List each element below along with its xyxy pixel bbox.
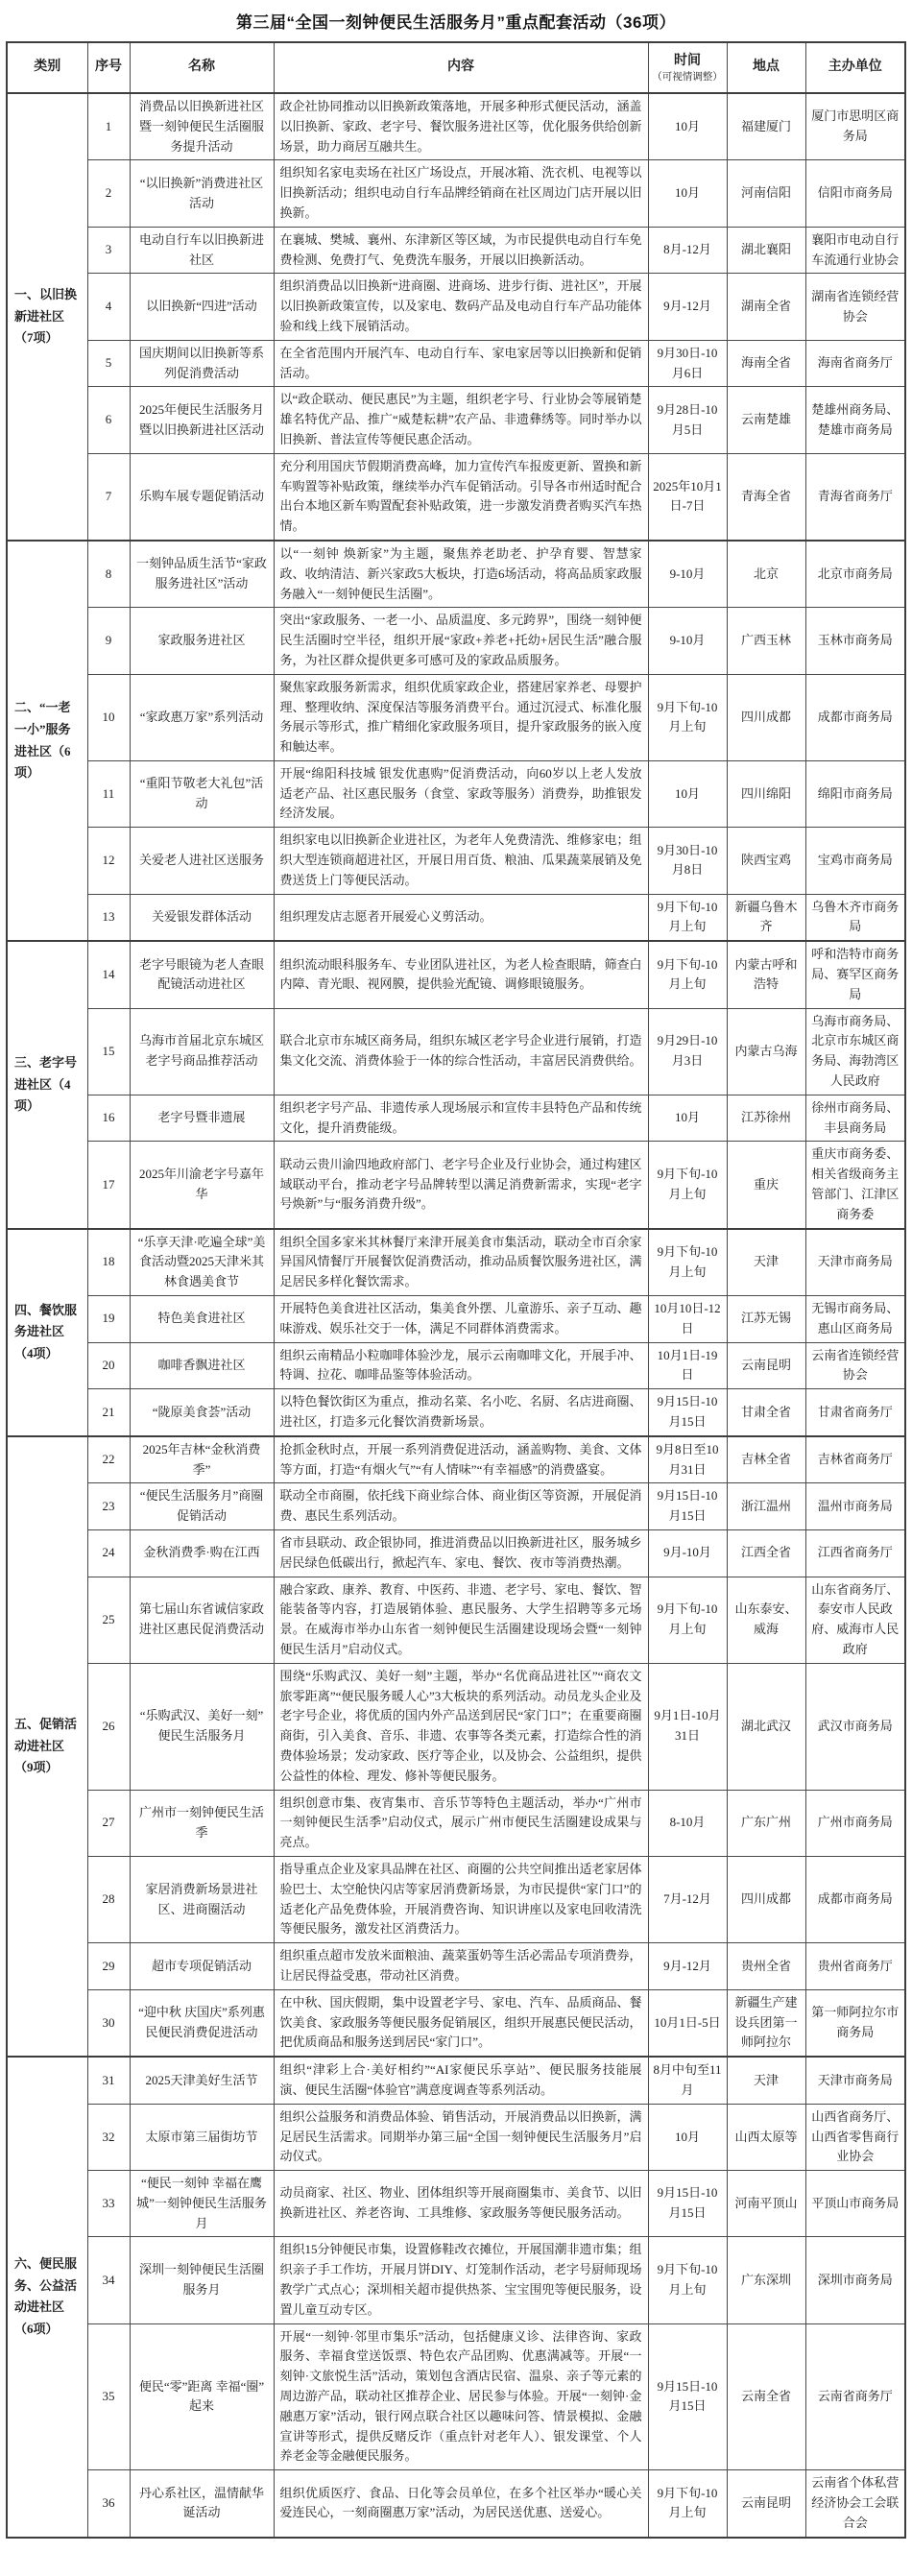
table-row [7, 1483, 905, 1530]
content-cell: 开展“一刻钟·邻里市集乐”活动，包括健康义诊、法律咨询、家政服务、幸福食堂送饭票、特色农产品团购、优惠满减等。开展“一刻钟·文旅悦生活”活动，策划包含酒店民宿、温泉、亲子等元素的周边游产品，联动社区推荐企业、居民参与体验。开展“一刻钟·金融惠万家”活动，银行网点联合社区以趣味问答、情景模拟、金融宣讲等形式，提供反赌反诈（重点针对老年人）、银发课堂、个人养老金等金融便民服务。 [274, 2323, 648, 2470]
organizer-cell: 贵州省商务厅 [805, 1943, 905, 1990]
row-number-cell: 18 [87, 1229, 130, 1296]
time-cell: 8月中旬至11月 [648, 2057, 727, 2104]
name-cell: 2025年川渝老字号嘉年华 [130, 1142, 274, 1229]
table-row [7, 274, 905, 340]
time-cell: 8月-12月 [648, 227, 727, 274]
organizer-cell: 温州市商务局 [805, 1483, 905, 1530]
content-cell: 联动全市商圈，依托线下商业综合体、商业街区等资源，开展促消费、惠民生系列活动。 [274, 1483, 648, 1530]
name-cell: 老字号暨非遗展 [130, 1095, 274, 1142]
table-row [7, 1529, 905, 1577]
organizer-cell: 信阳市商务局 [805, 160, 905, 227]
category-cell: 四、餐饮服务进社区（4项） [7, 1229, 87, 1436]
place-cell: 内蒙古呼和浩特 [727, 941, 805, 1008]
name-cell: 2025年便民生活服务月暨以旧换新进社区活动 [130, 387, 274, 453]
place-cell: 福建厦门 [727, 93, 805, 160]
time-cell: 9月下旬-10月上旬 [648, 1229, 727, 1296]
organizer-cell: 云南省连锁经营协会 [805, 1342, 905, 1389]
place-cell: 北京 [727, 541, 805, 608]
organizer-cell: 云南省商务厅 [805, 2323, 905, 2470]
header-no: 序号 [87, 42, 130, 93]
place-cell: 江苏无锡 [727, 1296, 805, 1343]
name-cell: 2025天津美好生活节 [130, 2057, 274, 2104]
organizer-cell: 襄阳市电动自行车流通行业协会 [805, 227, 905, 274]
place-cell: 山西太原等 [727, 2104, 805, 2170]
name-cell: 家居消费新场景进社区、进商圈活动 [130, 1856, 274, 1942]
time-cell: 10月 [648, 1095, 727, 1142]
table-row [7, 1989, 905, 2057]
table-row [7, 608, 905, 674]
time-cell: 9月下旬-10月上旬 [648, 1142, 727, 1229]
name-cell: 乌海市首届北京东城区老字号商品推荐活动 [130, 1008, 274, 1095]
row-number-cell: 13 [87, 894, 130, 941]
place-cell: 广东深圳 [727, 2237, 805, 2323]
content-cell: 融合家政、康养、教育、中医药、非遗、老字号、家电、餐饮、智能装备等内容，打造展销体验、惠民服务、大学生招聘等多元场景。在威海市举办山东省一刻钟便民生活圈建设现场会暨“一刻钟便民生活月”启动仪式。 [274, 1577, 648, 1663]
row-number-cell: 10 [87, 674, 130, 760]
name-cell: “家政惠万家”系列活动 [130, 674, 274, 760]
organizer-cell: 成都市商务局 [805, 674, 905, 760]
table-row [7, 2171, 905, 2237]
table-row [7, 1296, 905, 1343]
content-cell: 在全省范围内开展汽车、电动自行车、家电家居等以旧换新和促销活动。 [274, 340, 648, 387]
place-cell: 陕西宝鸡 [727, 828, 805, 894]
name-cell: “乐购武汉、美好一刻”便民生活服务月 [130, 1663, 274, 1790]
table-row [7, 1436, 905, 1483]
row-number-cell: 31 [87, 2057, 130, 2104]
name-cell: 便民“零”距离 幸福“圈”起来 [130, 2323, 274, 2470]
organizer-cell: 山东省商务厅、泰安市人民政府、威海市人民政府 [805, 1577, 905, 1663]
page-title: 第三届“全国一刻钟便民生活服务月”重点配套活动（36项） [236, 13, 676, 32]
organizer-cell: 广州市商务局 [805, 1790, 905, 1856]
content-cell: 联动云贵川渝四地政府部门、老字号企业及行业协会，通过构建区域联动平台，推动老字号品牌转型以满足消费新需求，实现“老字号焕新”与“服务消费升级”。 [274, 1142, 648, 1229]
time-cell: 9月-10月 [648, 1529, 727, 1577]
table-row [7, 453, 905, 541]
organizer-cell: 武汉市商务局 [805, 1663, 905, 1790]
row-number-cell: 30 [87, 1989, 130, 2057]
content-cell: 组织重点超市发放米面粮油、蔬菜蛋奶等生活必需品专项消费券，让居民得益受惠，带动社区消费。 [274, 1943, 648, 1990]
table-row [7, 1943, 905, 1990]
content-cell: 组织老字号产品、非遗传承人现场展示和宣传丰县特色产品和传统文化，提升消费能级。 [274, 1095, 648, 1142]
content-cell: 组织“津彩上合·美好相约”“AI家便民乐享站”、便民服务技能展演、便民生活圈“体验官”满意度调查等系列活动。 [274, 2057, 648, 2104]
name-cell: 消费品以旧换新进社区暨一刻钟便民生活圈服务提升活动 [130, 93, 274, 160]
row-number-cell: 36 [87, 2470, 130, 2538]
row-number-cell: 19 [87, 1296, 130, 1343]
name-cell: 老字号眼镜为老人查眼配镜活动进社区 [130, 941, 274, 1008]
table-row [7, 387, 905, 453]
place-cell: 贵州全省 [727, 1943, 805, 1990]
place-cell: 湖南全省 [727, 274, 805, 340]
place-cell: 海南全省 [727, 340, 805, 387]
place-cell: 浙江温州 [727, 1483, 805, 1530]
place-cell: 吉林全省 [727, 1436, 805, 1483]
place-cell: 湖北襄阳 [727, 227, 805, 274]
organizer-cell: 北京市商务局 [805, 541, 905, 608]
time-cell: 10月 [648, 160, 727, 227]
place-cell: 江苏徐州 [727, 1095, 805, 1142]
organizer-cell: 湖南省连锁经营协会 [805, 274, 905, 340]
time-cell: 9月15日-10月15日 [648, 2171, 727, 2237]
name-cell: 金秋消费季·购在江西 [130, 1529, 274, 1577]
place-cell: 天津 [727, 2057, 805, 2104]
category-cell: 三、老字号进社区（4项） [7, 941, 87, 1228]
row-number-cell: 16 [87, 1095, 130, 1142]
time-cell: 9月下旬-10月上旬 [648, 894, 727, 941]
table-row [7, 1577, 905, 1663]
time-cell: 9月下旬-10月上旬 [648, 941, 727, 1008]
place-cell: 重庆 [727, 1142, 805, 1229]
organizer-cell: 甘肃省商务厅 [805, 1389, 905, 1436]
row-number-cell: 7 [87, 453, 130, 541]
place-cell: 广东广州 [727, 1790, 805, 1856]
table-body [7, 93, 905, 2538]
row-number-cell: 15 [87, 1008, 130, 1095]
content-cell: 聚焦家政服务新需求，组织优质家政企业，搭建居家养老、母婴护理、整理收纳、深度保洁等服务消费平台。通过沉浸式、标准化服务展示等形式，推广精细化家政服务项目，提升家政服务的嵌入度和触达率。 [274, 674, 648, 760]
organizer-cell: 深圳市商务局 [805, 2237, 905, 2323]
content-cell: 充分利用国庆节假期消费高峰，加力宣传汽车报废更新、置换和新车购置等补贴政策，继续举办汽车促销活动。引导各市州适时配合出台本地区新车购置配套补贴政策，进一步激发消费者购买汽车热情。 [274, 453, 648, 541]
place-cell: 山东泰安、威海 [727, 1577, 805, 1663]
place-cell: 天津 [727, 1229, 805, 1296]
time-cell: 10月10日-12日 [648, 1296, 727, 1343]
place-cell: 新疆生产建设兵团第一师阿拉尔 [727, 1989, 805, 2057]
header-time [648, 42, 727, 93]
time-cell: 10月 [648, 2104, 727, 2170]
row-number-cell: 24 [87, 1529, 130, 1577]
content-cell: 在中秋、国庆假期，集中设置老字号、家电、汽车、品质商品、餐饮美食、家政服务等便民服务促销展区，组织开展惠民便民活动，把优质商品和服务送到居民“家门口”。 [274, 1989, 648, 2057]
header-place: 地点 [727, 42, 805, 93]
place-cell: 河南信阳 [727, 160, 805, 227]
table-row [7, 93, 905, 160]
organizer-cell: 青海省商务厅 [805, 453, 905, 541]
organizer-cell: 玉林市商务局 [805, 608, 905, 674]
content-cell: 以特色餐饮街区为重点，推动名菜、名小吃、名厨、名店进商圈、进社区，打造多元化餐饮消费新场景。 [274, 1389, 648, 1436]
name-cell: 电动自行车以旧换新进社区 [130, 227, 274, 274]
time-cell: 9月1日-10月31日 [648, 1663, 727, 1790]
organizer-cell: 徐州市商务局、丰县商务局 [805, 1095, 905, 1142]
table-row [7, 2237, 905, 2323]
name-cell: 咖啡香飘进社区 [130, 1342, 274, 1389]
time-cell: 9月15日-10月15日 [648, 1483, 727, 1530]
place-cell: 河南平顶山 [727, 2171, 805, 2237]
place-cell: 四川成都 [727, 1856, 805, 1942]
table-row [7, 674, 905, 760]
time-cell: 7月-12月 [648, 1856, 727, 1942]
time-cell: 8-10月 [648, 1790, 727, 1856]
place-cell: 内蒙古乌海 [727, 1008, 805, 1095]
row-number-cell: 33 [87, 2171, 130, 2237]
row-number-cell: 21 [87, 1389, 130, 1436]
table-row [7, 1095, 905, 1142]
header-time-note: （可视情调整） [652, 72, 723, 84]
name-cell: 超市专项促销活动 [130, 1943, 274, 1990]
table-row [7, 2104, 905, 2170]
time-cell: 9-10月 [648, 541, 727, 608]
organizer-cell: 无锡市商务局、惠山区商务局 [805, 1296, 905, 1343]
organizer-cell: 天津市商务局 [805, 1229, 905, 1296]
time-cell: 9月15日-10月15日 [648, 2323, 727, 2470]
activities-table [6, 41, 906, 2539]
header-organizer: 主办单位 [805, 42, 905, 93]
table-row [7, 1663, 905, 1790]
row-number-cell: 6 [87, 387, 130, 453]
organizer-cell: 江西省商务厅 [805, 1529, 905, 1577]
table-row [7, 541, 905, 608]
content-cell: 抢抓金秋时点，开展一系列消费促进活动，涵盖购物、美食、文体等方面，打造“有烟火气”“有人情味”“有幸福感”的消费盛宴。 [274, 1436, 648, 1483]
organizer-cell: 厦门市思明区商务局 [805, 93, 905, 160]
row-number-cell: 23 [87, 1483, 130, 1530]
content-cell: 联合北京市东城区商务局，组织东城区老字号企业进行展销，打造集文化交流、消费体验于一体的综合性活动，丰富居民消费供给。 [274, 1008, 648, 1095]
category-cell: 六、便民服务、公益活动进社区（6项） [7, 2057, 87, 2538]
row-number-cell: 22 [87, 1436, 130, 1483]
content-cell: 组织全国多家米其林餐厅来津开展美食市集活动，联动全市百余家异国风情餐厅开展餐饮促消费活动，推动品质餐饮服务进社区，满足居民多样化餐饮需求。 [274, 1229, 648, 1296]
row-number-cell: 12 [87, 828, 130, 894]
content-cell: 组织流动眼科服务车、专业团队进社区，为老人检查眼睛，筛查白内障、青光眼、视网膜，提供验光配镜、调修眼镜服务。 [274, 941, 648, 1008]
name-cell: 深圳一刻钟便民生活圈服务月 [130, 2237, 274, 2323]
row-number-cell: 20 [87, 1342, 130, 1389]
place-cell: 湖北武汉 [727, 1663, 805, 1790]
name-cell: 太原市第三届街坊节 [130, 2104, 274, 2170]
row-number-cell: 29 [87, 1943, 130, 1990]
header-name: 名称 [130, 42, 274, 93]
time-cell: 10月 [648, 760, 727, 827]
table-row [7, 760, 905, 827]
content-cell: 组织知名家电卖场在社区广场设点，开展冰箱、洗衣机、电视等以旧换新活动；组织电动自行车品牌经销商在社区周边门店开展以旧换新。 [274, 160, 648, 227]
row-number-cell: 26 [87, 1663, 130, 1790]
place-cell: 云南全省 [727, 2323, 805, 2470]
content-cell: 动员商家、社区、物业、团体组织等开展商圈集市、美食节、以旧换新进社区、养老咨询、工具维修、家政服务等便民服务活动。 [274, 2171, 648, 2237]
content-cell: 组织云南精品小粒咖啡体验沙龙，展示云南咖啡文化，开展手冲、特调、拉花、咖啡品鉴等体验活动。 [274, 1342, 648, 1389]
row-number-cell: 17 [87, 1142, 130, 1229]
row-number-cell: 32 [87, 2104, 130, 2170]
content-cell: 以“政企联动、便民惠民”为主题，组织老字号、行业协会等展销楚雄名特优产品、推广“威楚耘耕”农产品、非遗彝绣等。同时举办以旧换新、普法宣传等便民惠企活动。 [274, 387, 648, 453]
category-cell: 一、以旧换新进社区（7项） [7, 93, 87, 541]
header-time-label: 时间 [674, 54, 701, 68]
time-cell: 9月8日至10月31日 [648, 1436, 727, 1483]
content-cell: 组织15分钟便民市集，设置修鞋改衣摊位，开展国潮非遗市集；组织亲子手工作坊，开展月饼DIY、灯笼制作活动，老字号厨师现场教学广式点心；深圳相关超市提供热茶、宝宝围兜等便民服务，设置儿童互动专区。 [274, 2237, 648, 2323]
time-cell: 9月29日-10月3日 [648, 1008, 727, 1095]
row-number-cell: 9 [87, 608, 130, 674]
table-row [7, 1389, 905, 1436]
organizer-cell: 第一师阿拉尔市商务局 [805, 1989, 905, 2057]
name-cell: 乐购车展专题促销活动 [130, 453, 274, 541]
organizer-cell: 成都市商务局 [805, 1856, 905, 1942]
content-cell: 组织家电以旧换新企业进社区，为老年人免费清洗、维修家电；组织大型连锁商超进社区，开展日用百货、粮油、瓜果蔬菜展销及免费送货上门等便民活动。 [274, 828, 648, 894]
organizer-cell: 云南省个体私营经济协会工会联合会 [805, 2470, 905, 2538]
name-cell: “便民生活服务月”商圈促销活动 [130, 1483, 274, 1530]
name-cell: “乐享天津·吃遍全球”美食活动暨2025天津米其林食遇美食节 [130, 1229, 274, 1296]
table-row [7, 828, 905, 894]
name-cell: 2025年吉林“金秋消费季” [130, 1436, 274, 1483]
name-cell: 广州市一刻钟便民生活季 [130, 1790, 274, 1856]
time-cell: 10月1日-5日 [648, 1989, 727, 2057]
content-cell: 突出“家政服务、一老一小、品质温度、多元跨界”，围绕一刻钟便民生活圈时空半径，组织开展“家政+养老+托幼+居民生活”融合服务，为社区群众提供更多可感可及的家政品质服务。 [274, 608, 648, 674]
time-cell: 9月下旬-10月上旬 [648, 674, 727, 760]
row-number-cell: 8 [87, 541, 130, 608]
name-cell: 家政服务进社区 [130, 608, 274, 674]
row-number-cell: 2 [87, 160, 130, 227]
organizer-cell: 山西省商务厅、山西省零售商行业协会 [805, 2104, 905, 2170]
place-cell: 江西全省 [727, 1529, 805, 1577]
content-cell: 指导重点企业及家具品牌在社区、商圈的公共空间推出适老家居体验巴士、太空舱快闪店等家居消费新场景，为市民提供“家门口”的适老化产品免费体验，开展消费咨询、知识讲座以及家电回收清洗等便民服务，激发社区消费活力。 [274, 1856, 648, 1942]
organizer-cell: 绵阳市商务局 [805, 760, 905, 827]
content-cell: 省市县联动、政企银协同，推进消费品以旧换新进社区，服务城乡居民绿色低碳出行，掀起汽车、家电、餐饮、夜市等消费热潮。 [274, 1529, 648, 1577]
time-cell: 9月30日-10月8日 [648, 828, 727, 894]
content-cell: 组织公益服务和消费品体验、销售活动，开展消费品以旧换新，满足居民生活需求。同期举办第三届“全国一刻钟便民生活服务月”启动仪式。 [274, 2104, 648, 2170]
organizer-cell: 楚雄州商务局、楚雄市商务局 [805, 387, 905, 453]
time-cell: 2025年10月1日-7日 [648, 453, 727, 541]
content-cell: 开展“绵阳科技城 银发优惠购”促消费活动，向60岁以上老人发放适老产品、社区惠民服务（食堂、家政等服务）消费券，助推银发经济发展。 [274, 760, 648, 827]
name-cell: 以旧换新“四进”活动 [130, 274, 274, 340]
name-cell: 关爱银发群体活动 [130, 894, 274, 941]
organizer-cell: 乌鲁木齐市商务局 [805, 894, 905, 941]
name-cell: 关爱老人进社区送服务 [130, 828, 274, 894]
time-cell: 9月30日-10月6日 [648, 340, 727, 387]
category-cell: 五、促销活动进社区（9项） [7, 1436, 87, 2057]
table-row [7, 2057, 905, 2104]
name-cell: “陇原美食荟”活动 [130, 1389, 274, 1436]
table-row [7, 1229, 905, 1296]
content-cell: 以“一刻钟 焕新家”为主题，聚焦养老助老、护孕育婴、智慧家政、收纳清洁、新兴家政5大板块，打造6场活动，将高品质家政服务融入“一刻钟便民生活圈”。 [274, 541, 648, 608]
name-cell: 国庆期间以旧换新等系列促消费活动 [130, 340, 274, 387]
content-cell: 政企社协同推动以旧换新政策落地，开展多种形式便民活动，涵盖以旧换新、家政、老字号、餐饮服务进社区等，优化服务供给创新场景，助力商居互融共生。 [274, 93, 648, 160]
table-header-row [7, 42, 905, 93]
time-cell: 10月 [648, 93, 727, 160]
header-category: 类别 [7, 42, 87, 93]
content-cell: 在襄城、樊城、襄州、东津新区等区域，为市民提供电动自行车免费检测、免费打气、免费洗车服务，开展以旧换新活动。 [274, 227, 648, 274]
table-row [7, 1790, 905, 1856]
time-cell: 9-10月 [648, 608, 727, 674]
time-cell: 9月下旬-10月上旬 [648, 2470, 727, 2538]
name-cell: “重阳节敬老大礼包”活动 [130, 760, 274, 827]
row-number-cell: 25 [87, 1577, 130, 1663]
content-cell: 组织理发店志愿者开展爱心义剪活动。 [274, 894, 648, 941]
place-cell: 云南楚雄 [727, 387, 805, 453]
place-cell: 新疆乌鲁木齐 [727, 894, 805, 941]
category-cell: 二、“一老一小”服务进社区（6项） [7, 541, 87, 941]
place-cell: 四川绵阳 [727, 760, 805, 827]
time-cell: 9月-12月 [648, 274, 727, 340]
row-number-cell: 28 [87, 1856, 130, 1942]
name-cell: 一刻钟品质生活节“家政服务进社区”活动 [130, 541, 274, 608]
name-cell: 丹心系社区，温情献华诞活动 [130, 2470, 274, 2538]
organizer-cell: 乌海市商务局、北京市东城区商务局、海勃湾区人民政府 [805, 1008, 905, 1095]
content-cell: 围绕“乐购武汉、美好一刻”主题，举办“名优商品进社区”“商农文旅零距离”“便民服务暖人心”3大板块的系列活动。动员龙头企业及老字号企业，将优质的国内外产品送到居民“家门口”；在重要商圈商街，引入美食、音乐、非遗、农事等各类元素，打造综合性的消费体验场景；发动家政、医疗等企业，以及协会、公益组织，提供公益性的体检、理发、修补等便民服务。 [274, 1663, 648, 1790]
table-row [7, 227, 905, 274]
table-row [7, 941, 905, 1008]
table-row [7, 2470, 905, 2538]
header-content: 内容 [274, 42, 648, 93]
place-cell: 广西玉林 [727, 608, 805, 674]
name-cell: “以旧换新”消费进社区活动 [130, 160, 274, 227]
row-number-cell: 27 [87, 1790, 130, 1856]
place-cell: 青海全省 [727, 453, 805, 541]
name-cell: 第七届山东省诚信家政进社区惠民促消费活动 [130, 1577, 274, 1663]
name-cell: “迎中秋 庆国庆”系列惠民便民消费促进活动 [130, 1989, 274, 2057]
organizer-cell: 海南省商务厅 [805, 340, 905, 387]
table-row [7, 1342, 905, 1389]
time-cell: 9月28日-10月5日 [648, 387, 727, 453]
name-cell: “便民一刻钟 幸福在鹰城”一刻钟便民生活服务月 [130, 2171, 274, 2237]
content-cell: 组织创意市集、夜宵集市、音乐节等特色主题活动，举办“广州市一刻钟便民生活季”启动仪式，展示广州市便民生活圈建设成果与亮点。 [274, 1790, 648, 1856]
name-cell: 特色美食进社区 [130, 1296, 274, 1343]
row-number-cell: 11 [87, 760, 130, 827]
organizer-cell: 平顶山市商务局 [805, 2171, 905, 2237]
time-cell: 9月下旬-10月上旬 [648, 2237, 727, 2323]
time-cell: 9月-12月 [648, 1943, 727, 1990]
place-cell: 四川成都 [727, 674, 805, 760]
time-cell: 9月下旬-10月上旬 [648, 1577, 727, 1663]
time-cell: 9月15日-10月15日 [648, 1389, 727, 1436]
row-number-cell: 3 [87, 227, 130, 274]
table-row [7, 1856, 905, 1942]
row-number-cell: 34 [87, 2237, 130, 2323]
row-number-cell: 4 [87, 274, 130, 340]
table-row [7, 340, 905, 387]
row-number-cell: 14 [87, 941, 130, 1008]
table-row [7, 1008, 905, 1095]
table-row [7, 160, 905, 227]
organizer-cell: 天津市商务局 [805, 2057, 905, 2104]
row-number-cell: 1 [87, 93, 130, 160]
place-cell: 甘肃全省 [727, 1389, 805, 1436]
content-cell: 组织优质医疗、食品、日化等会员单位，在多个社区举办“暖心关爱连民心，一刻商圈惠万家”活动，为居民送优惠、送爱心。 [274, 2470, 648, 2538]
content-cell: 开展特色美食进社区活动，集美食外摆、儿童游乐、亲子互动、趣味游戏、娱乐社交于一体，满足不同群体消费需求。 [274, 1296, 648, 1343]
table-row [7, 1142, 905, 1229]
table-row [7, 2323, 905, 2470]
place-cell: 云南昆明 [727, 2470, 805, 2538]
row-number-cell: 35 [87, 2323, 130, 2470]
table-row [7, 894, 905, 941]
organizer-cell: 宝鸡市商务局 [805, 828, 905, 894]
organizer-cell: 呼和浩特市商务局、赛罕区商务局 [805, 941, 905, 1008]
content-cell: 组织消费品以旧换新“进商圈、进商场、进步行街、进社区”，开展以旧换新政策宣传，以及家电、数码产品及电动自行车产品功能体验和线上线下展销活动。 [274, 274, 648, 340]
organizer-cell: 重庆市商务委、相关省级商务主管部门、江津区商务委 [805, 1142, 905, 1229]
place-cell: 云南昆明 [727, 1342, 805, 1389]
time-cell: 10月1日-19日 [648, 1342, 727, 1389]
organizer-cell: 吉林省商务厅 [805, 1436, 905, 1483]
row-number-cell: 5 [87, 340, 130, 387]
